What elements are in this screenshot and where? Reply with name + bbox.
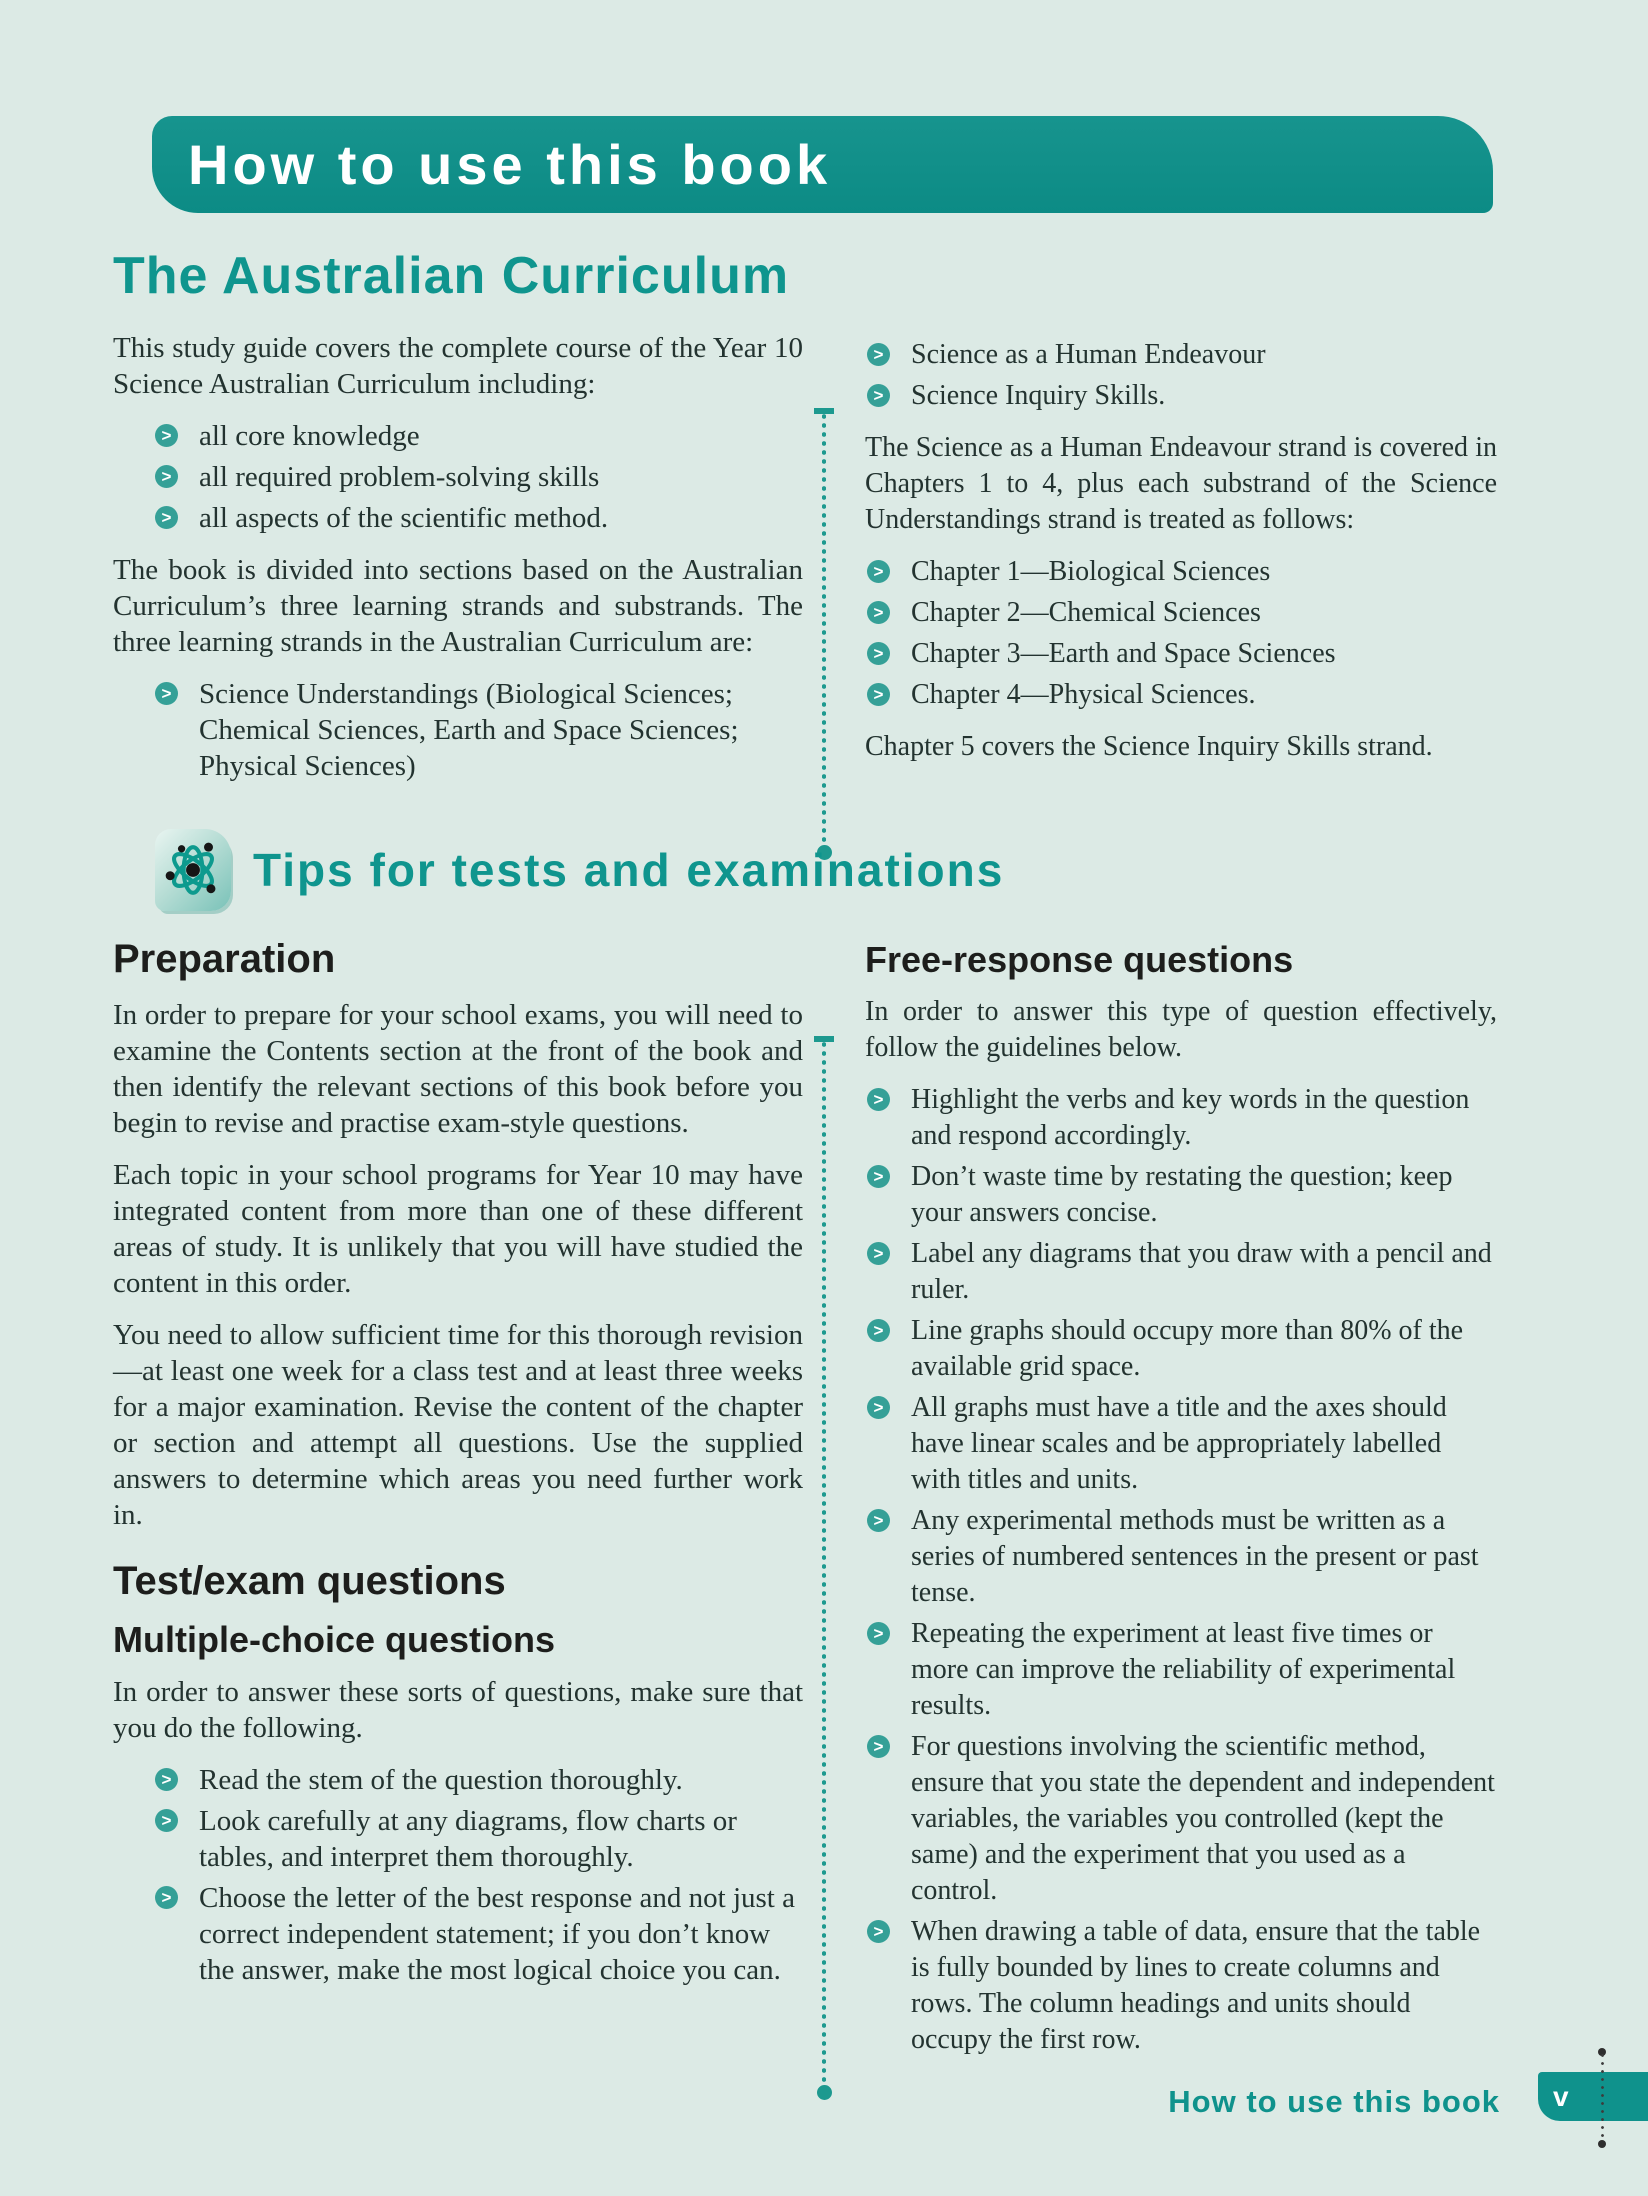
paragraph: In order to answer this type of question effectively, follow the guidelines below. [865, 996, 1497, 1064]
bullet-list [113, 676, 803, 784]
section-tips [113, 829, 1497, 2056]
arrow-bullet-icon: > [867, 1735, 890, 1758]
registration-mark [1598, 2048, 1606, 2148]
list-item-text: Repeating the experiment at least five times or more can improve the reliability of experimental results. [911, 1618, 1456, 1722]
list-item-text: Science Inquiry Skills. [911, 380, 1166, 411]
curriculum-right-column [865, 332, 1497, 781]
list-item [113, 676, 803, 784]
test-exam-heading: Test/exam questions [113, 1559, 506, 1603]
arrow-bullet-icon: > [155, 424, 178, 447]
list-item-text: Line graphs should occupy more than 80% of the available grid space. [911, 1315, 1464, 1383]
arrow-bullet-icon: > [867, 1319, 890, 1342]
arrow-bullet-icon: > [867, 343, 890, 366]
list-item [865, 1729, 1497, 1909]
preparation-heading: Preparation [113, 937, 336, 981]
arrow-bullet-icon: > [155, 1768, 178, 1791]
arrow-bullet-icon: > [867, 1396, 890, 1419]
divider-dotted-line [822, 1042, 826, 2084]
list-item-text: Look carefully at any diagrams, flow charts or tables, and interpret them thoroughly. [199, 1805, 737, 1874]
list-item [865, 554, 1497, 590]
paragraph: This study guide covers the complete course of the Year 10 Science Australian Curriculum including: [113, 332, 803, 400]
arrow-bullet-icon: > [867, 1920, 890, 1943]
bullet-list [865, 554, 1497, 713]
bullet-list [113, 1762, 803, 1988]
list-item-text: Label any diagrams that you draw with a pencil and ruler. [911, 1238, 1492, 1306]
arrow-bullet-icon: > [155, 682, 178, 705]
footer-running-title: How to use this book [1168, 2084, 1500, 2119]
bullet-list [865, 337, 1497, 414]
column-divider [814, 408, 834, 860]
tips-right-column [865, 939, 1497, 2074]
list-item-text: all aspects of the scientific method. [199, 502, 609, 534]
list-item-text: Chapter 4—Physical Sciences. [911, 679, 1256, 710]
paragraph: Chapter 5 covers the Science Inquiry Skills strand. [865, 731, 1433, 762]
multiple-choice-heading: Multiple-choice questions [113, 1619, 556, 1660]
arrow-bullet-icon: > [867, 1242, 890, 1265]
list-item [865, 1313, 1497, 1385]
registration-dot [1598, 2140, 1606, 2148]
list-item-text: Any experimental methods must be written as a series of numbered sentences in the present or past tense. [911, 1505, 1479, 1609]
atom-icon [155, 829, 231, 911]
divider-end-dot [817, 2085, 832, 2100]
arrow-bullet-icon: > [867, 1622, 890, 1645]
arrow-bullet-icon: > [867, 384, 890, 407]
list-item-text: Chapter 2—Chemical Sciences [911, 597, 1261, 628]
list-item [113, 418, 803, 454]
list-item [865, 1503, 1497, 1611]
list-item-text: Don’t waste time by restating the question; keep your answers concise. [911, 1161, 1453, 1229]
bullet-list [865, 1082, 1497, 2058]
section-australian-curriculum [113, 247, 1497, 800]
free-response-heading: Free-response questions [865, 939, 1294, 980]
list-item [865, 595, 1497, 631]
list-item [113, 1762, 803, 1798]
arrow-bullet-icon: > [867, 560, 890, 583]
page-banner [152, 116, 1493, 213]
arrow-bullet-icon: > [867, 601, 890, 624]
list-item [865, 1159, 1497, 1231]
list-item [113, 1880, 803, 1988]
tips-header [113, 829, 1497, 911]
list-item-text: Read the stem of the question thoroughly. [199, 1764, 683, 1797]
list-item-text: Science as a Human Endeavour [911, 339, 1266, 370]
paragraph: You need to allow sufficient time for this thorough revision—at least one week for a class test and at least three weeks for a major examination. Revise the content of the chapter or section and attempt all questions. Use the supplied answers to determine which areas you need further work in. [113, 1319, 803, 1531]
paragraph: Each topic in your school programs for Year 10 may have integrated content from more than one of these different areas of study. It is unlikely that you will have studied the content in this order. [113, 1159, 803, 1299]
list-item [865, 1390, 1497, 1498]
two-column-layout [113, 330, 1497, 784]
arrow-bullet-icon: > [155, 1809, 178, 1832]
registration-dotted-line [1601, 2054, 1604, 2142]
tips-left-column [113, 937, 803, 1988]
arrow-bullet-icon: > [867, 1165, 890, 1188]
arrow-bullet-icon: > [155, 506, 178, 529]
list-item [865, 378, 1497, 414]
arrow-bullet-icon: > [867, 683, 890, 706]
list-item-text: Highlight the verbs and key words in the question and respond accordingly. [911, 1084, 1470, 1152]
list-item-text: All graphs must have a title and the axes should have linear scales and be appropriately labelled with titles and units. [911, 1392, 1447, 1496]
list-item [113, 459, 803, 495]
curriculum-left-column [113, 330, 803, 784]
list-item-text: When drawing a table of data, ensure that the table is fully bounded by lines to create columns and rows. The column headings and units should occupy the first row. [911, 1916, 1481, 2056]
list-item-text: Chapter 1—Biological Sciences [911, 556, 1271, 587]
list-item-text: Choose the letter of the best response and not just a correct independent statement; if you don’t know the answer, make the most logical choice you can. [199, 1882, 795, 1987]
column-divider [814, 1036, 834, 2100]
paragraph: In order to answer these sorts of questions, make sure that you do the following. [113, 1676, 803, 1745]
section-heading: The Australian Curriculum [113, 247, 790, 305]
arrow-bullet-icon: > [155, 1886, 178, 1909]
list-item-text: For questions involving the scientific method, ensure that you state the dependent and independent variables, the variables you controlled (kept the same) and the experiment that you used as a control. [911, 1731, 1495, 1907]
list-item [865, 1616, 1497, 1724]
list-item [865, 1236, 1497, 1308]
list-item [865, 1914, 1497, 2058]
list-item [865, 337, 1497, 373]
arrow-bullet-icon: > [867, 1088, 890, 1111]
paragraph: The Science as a Human Endeavour strand is covered in Chapters 1 to 4, plus each substrand of the Science Understandings strand is treated as follows: [865, 432, 1497, 535]
paragraph: The book is divided into sections based on the Australian Curriculum’s three learning strands and substrands. The three learning strands in the Australian Curriculum are: [113, 554, 803, 658]
list-item [865, 636, 1497, 672]
list-item [865, 1082, 1497, 1154]
page-number-tab [1538, 2072, 1648, 2121]
bullet-list [113, 418, 803, 536]
paragraph: In order to prepare for your school exams, you will need to examine the Contents section at the front of the book and then identify the relevant sections of this book before you begin to revise and practise exam-style questions. [113, 999, 803, 1139]
arrow-bullet-icon: > [155, 465, 178, 488]
divider-dotted-line [822, 414, 826, 844]
page-number: v [1553, 2080, 1569, 2112]
list-item-text: all core knowledge [199, 420, 420, 452]
arrow-bullet-icon: > [867, 642, 890, 665]
list-item-text: all required problem-solving skills [199, 461, 600, 493]
tips-heading: Tips for tests and examinations [253, 844, 1005, 896]
page-title: How to use this book [188, 133, 832, 196]
list-item-text: Chapter 3—Earth and Space Sciences [911, 638, 1336, 669]
list-item-text: Science Understandings (Biological Sciences; Chemical Sciences, Earth and Space Sciences; Physical Sciences) [199, 678, 739, 782]
list-item [113, 500, 803, 536]
two-column-layout [113, 937, 1497, 2056]
list-item [113, 1803, 803, 1875]
arrow-bullet-icon: > [867, 1509, 890, 1532]
list-item [865, 677, 1497, 713]
